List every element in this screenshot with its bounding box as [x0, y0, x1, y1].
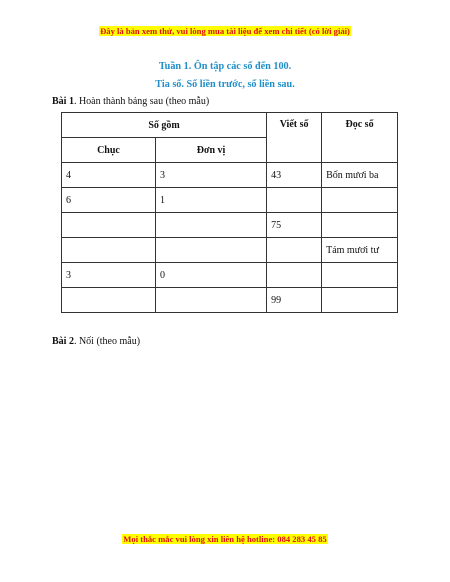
- table-row: [62, 213, 398, 238]
- cell-chuc: 6: [62, 188, 156, 213]
- exercise-1-label: Bài 1: [52, 96, 74, 107]
- top-banner-text: Đây là bản xem thử, vui lòng mua tài liệu để xem chi tiết (có lời giải): [100, 26, 350, 36]
- cell-don-vi[interactable]: [155, 213, 266, 238]
- page-subtitle: Tia số. Số liền trước, số liền sau.: [155, 79, 295, 90]
- cell-viet-so[interactable]: [267, 263, 322, 288]
- cell-viet-so[interactable]: [267, 188, 322, 213]
- table-row: [62, 163, 398, 188]
- cell-don-vi: 3: [155, 163, 266, 188]
- table-row: [62, 188, 398, 213]
- header-viet-so: Viết số: [267, 113, 322, 163]
- page-title: Tuần 1. Ôn tập các số đến 100.: [158, 61, 292, 72]
- cell-chuc[interactable]: [62, 213, 156, 238]
- cell-doc-so[interactable]: [322, 213, 398, 238]
- header-doc-so: Đọc số: [322, 113, 398, 163]
- cell-doc-so[interactable]: [322, 263, 398, 288]
- cell-doc-so: Bốn mươi ba: [322, 163, 398, 188]
- cell-doc-so: Tám mươi tư: [322, 238, 398, 263]
- cell-doc-so[interactable]: [322, 188, 398, 213]
- cell-viet-so: 99: [267, 288, 322, 313]
- cell-don-vi[interactable]: [155, 238, 266, 263]
- cell-don-vi[interactable]: [155, 288, 266, 313]
- bottom-banner-text: Mọi thắc mắc vui lòng xin liên hệ hotline: 084 283 45 85: [123, 534, 327, 544]
- cell-chuc: 3: [62, 263, 156, 288]
- table-header-row: [62, 113, 398, 138]
- cell-viet-so[interactable]: [267, 238, 322, 263]
- cell-chuc: 4: [62, 163, 156, 188]
- cell-doc-so[interactable]: [322, 288, 398, 313]
- table-row: [62, 288, 398, 313]
- table-row: [62, 238, 398, 263]
- cell-don-vi: 0: [155, 263, 266, 288]
- cell-viet-so: 75: [267, 213, 322, 238]
- header-so-gom: Số gồm: [62, 113, 267, 138]
- exercise-1-text: . Hoàn thành bảng sau (theo mẫu): [73, 96, 210, 107]
- exercise-1-instruction: [52, 95, 209, 108]
- top-banner: [0, 26, 450, 37]
- exercise-2-text: . Nối (theo mẫu): [73, 336, 141, 347]
- exercise-2-label: Bài 2: [52, 336, 74, 347]
- cell-viet-so: 43: [267, 163, 322, 188]
- cell-chuc[interactable]: [62, 288, 156, 313]
- table-row: [62, 263, 398, 288]
- cell-chuc[interactable]: [62, 238, 156, 263]
- number-table: [61, 112, 398, 313]
- cell-don-vi: 1: [155, 188, 266, 213]
- exercise-2-instruction: [52, 335, 140, 348]
- bottom-banner: [0, 534, 450, 545]
- header-don-vi: Đơn vị: [155, 138, 266, 163]
- header-chuc: Chục: [62, 138, 156, 163]
